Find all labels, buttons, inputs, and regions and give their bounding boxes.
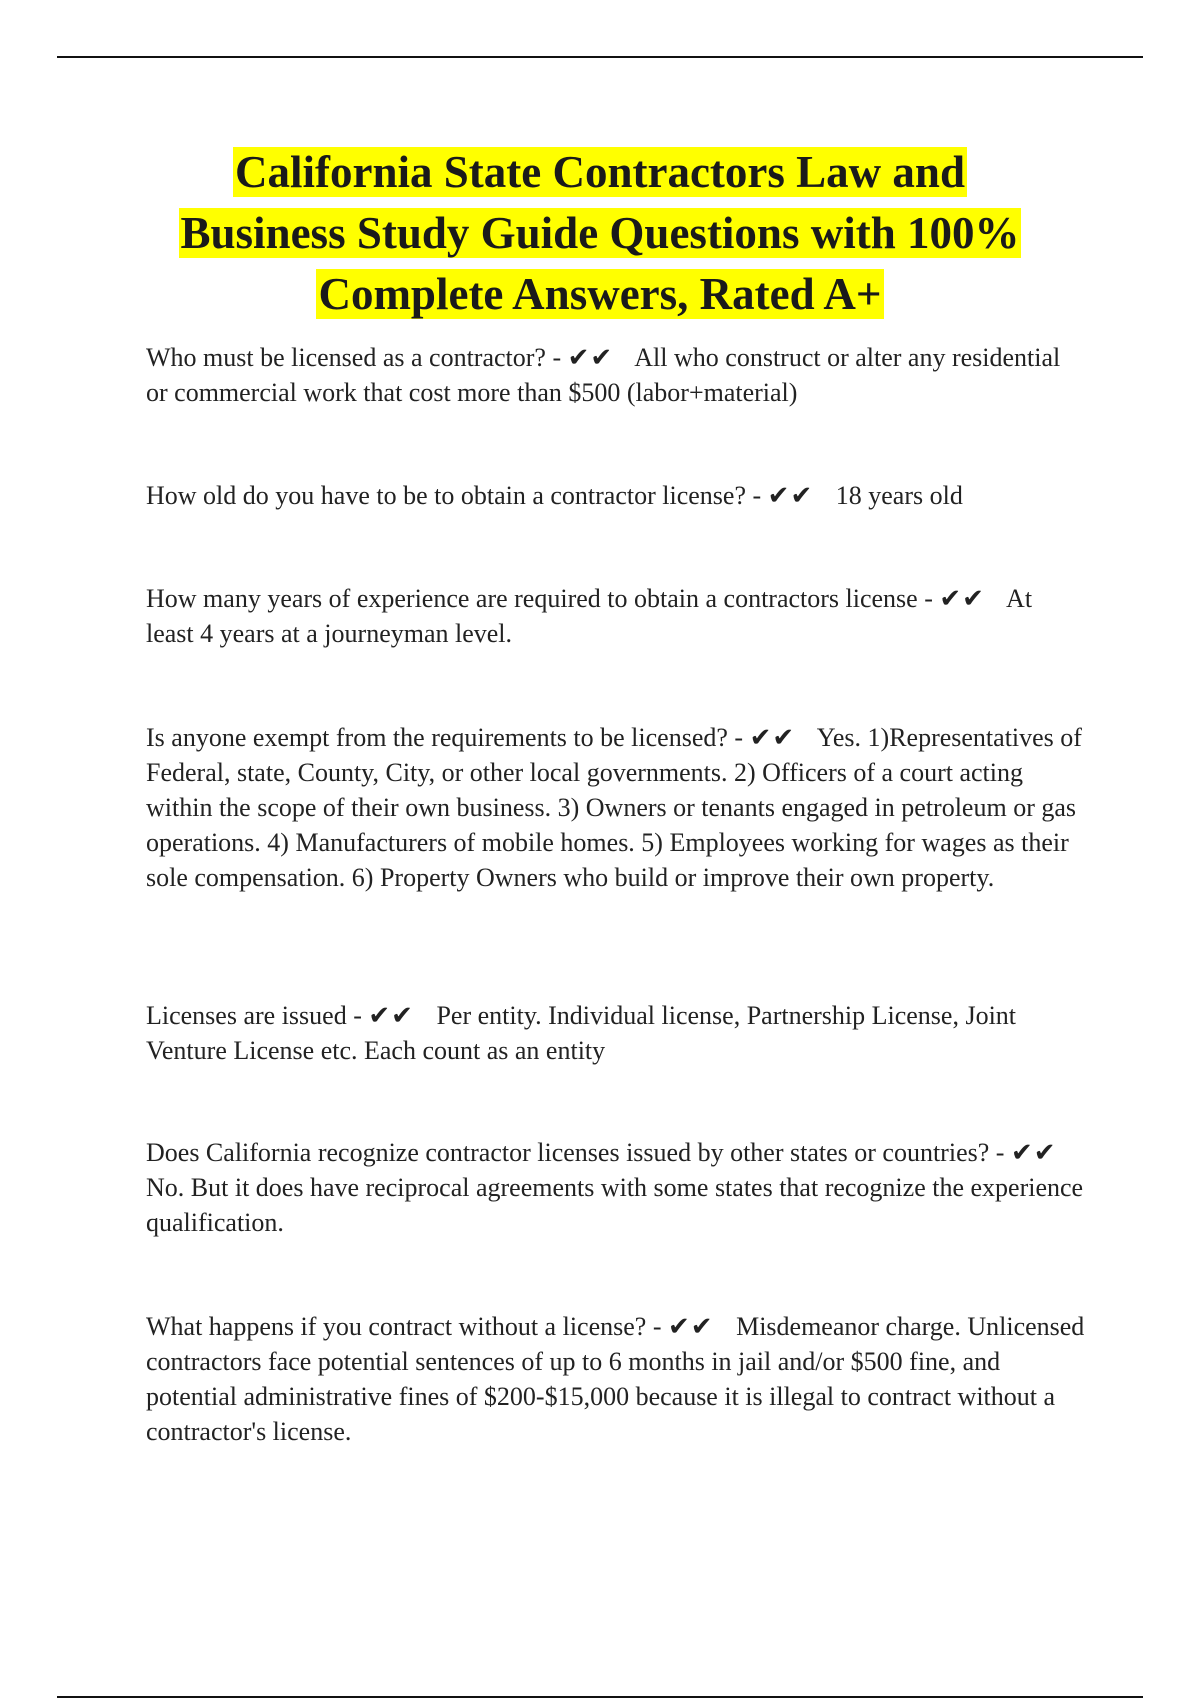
question-text: Is anyone exempt from the requirements to be licensed? <box>146 723 728 752</box>
check-icon: ✔✔ <box>567 343 614 372</box>
title-line-2: Business Study Guide Questions with 100% <box>180 208 1020 258</box>
qa-item-4 <box>146 720 1086 895</box>
separator: - <box>745 481 768 510</box>
qa-item-6 <box>146 1135 1086 1240</box>
qa-item-7 <box>146 1309 1086 1449</box>
check-icon: ✔✔ <box>1010 1138 1057 1167</box>
check-icon: ✔✔ <box>767 481 814 510</box>
answer-text: Misdemeanor charge. Unlicensed contractors face potential sentences of up to 6 months in jail and/or $500 fine, and potential administrative fines of $200-$15,000 because it is illegal to contract without a contractor's license. <box>146 1312 1085 1446</box>
answer-text: At least 4 years at a journeyman level. <box>146 584 1033 648</box>
qa-item-5 <box>146 998 1086 1068</box>
separator: - <box>346 1001 369 1030</box>
question-text: Who must be licensed as a contractor? <box>146 343 546 372</box>
question-text: What happens if you contract without a license? <box>146 1312 647 1341</box>
question-text: How many years of experience are required to obtain a contractors license <box>146 584 918 613</box>
qa-item-2 <box>146 478 1086 513</box>
question-text: Does California recognize contractor licenses issued by other states or countries? <box>146 1138 990 1167</box>
separator: - <box>917 584 940 613</box>
title-line-1: California State Contractors Law and <box>235 147 965 197</box>
document-title <box>100 142 1100 325</box>
answer-text: 18 years old <box>835 481 963 510</box>
separator: - <box>989 1138 1011 1167</box>
qa-item-1 <box>146 340 1086 410</box>
check-icon: ✔✔ <box>749 723 796 752</box>
check-icon: ✔✔ <box>668 1312 714 1341</box>
check-icon: ✔✔ <box>368 1001 414 1030</box>
answer-text: No. But it does have reciprocal agreements with some states that recognize the experience qualification. <box>146 1173 1084 1237</box>
title-line-3: Complete Answers, Rated A+ <box>318 269 882 319</box>
check-icon: ✔✔ <box>939 584 985 613</box>
separator: - <box>727 723 750 752</box>
separator: - <box>545 343 568 372</box>
top-rule <box>57 56 1143 58</box>
answer-text: Yes. 1)Representatives of Federal, state, County, City, or other local governments. 2) Officers of a court acting within the scope of their own business. 3) Owners or tenants engaged in petroleum or gas operations. 4) Manufacturers of mobile homes. 5) Employees working for wages as their sole compensation. 6) Property Owners who build or improve their own property. <box>146 723 1082 892</box>
answer-text: All who construct or alter any residential or commercial work that cost more than $500 (labor+material) <box>146 343 1061 407</box>
answer-text: Per entity. Individual license, Partnership License, Joint Venture License etc. Each count as an entity <box>146 1001 1017 1065</box>
bottom-rule <box>57 1696 1143 1698</box>
question-text: How old do you have to be to obtain a contractor license? <box>146 481 746 510</box>
separator: - <box>646 1312 668 1341</box>
question-text: Licenses are issued <box>146 1001 347 1030</box>
qa-item-3 <box>146 581 1086 651</box>
